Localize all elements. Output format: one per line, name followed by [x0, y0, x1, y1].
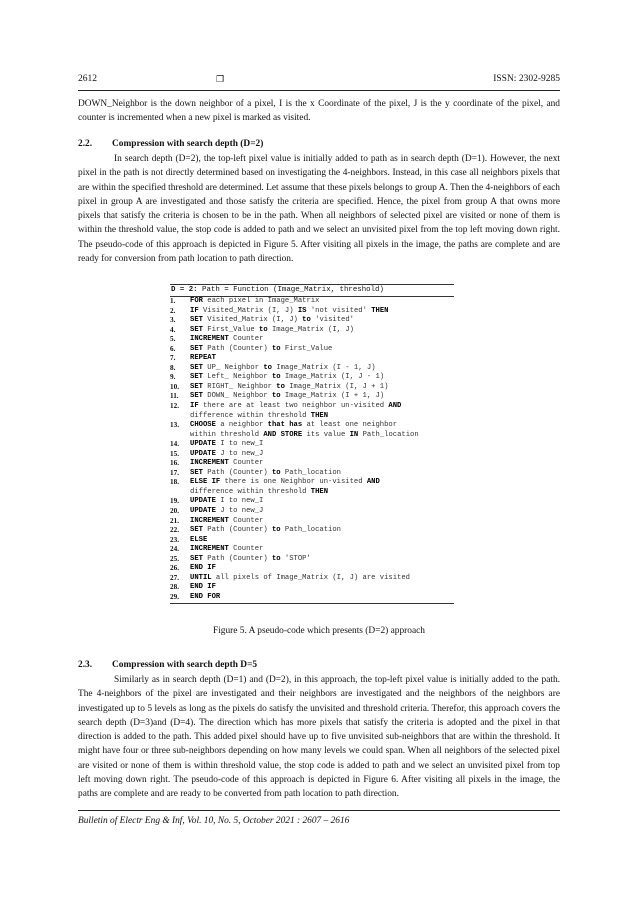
- code-text: UPDATE I to new_I: [190, 497, 264, 506]
- code-text: ELSE: [190, 535, 208, 544]
- intro-paragraph: DOWN_Neighbor is the down neighbor of a pixel, I is the x Coordinate of the pixel, J is the y coordinate of the pixel, and counter is incremented when a new pixel is marked as visited.: [78, 99, 560, 124]
- line-number: 25.: [170, 554, 179, 563]
- code-text: SET Visited_Matrix (I, J) to 'visited': [190, 316, 354, 325]
- code-line: [170, 583, 454, 593]
- section-2-3-body: Similarly as in search depth (D=1) and (D=2), in this approach, the top-left pixel value is initially added to the path. The 4-neighbors of the pixel are investigated and their neighbors are investigated and the neighbors of the neighbors are investigated up to 5 levels as long as the pixels do satisfy the unvisited and threshold criteria. Therefor, this approach covers the search depth (D=3)and (D=4). The direction which has more pixels that satisfy the criteria is adopted and the pixel in that direction is added to the path. This added pixel should have up to five unvisited sub-neighbors that are within the threshold. It might have four or three sub-neighbors depending on how many levels we could span. When all neighbors of the selected pixel are visited or none of them is within threshold value, the stop code is added to path and we select an unvisited pixel from top left moving down right. The pseudo-code of this approach is depicted in Figure 6. After visiting all pixels in the image, the paths are complete and are ready to be converted from path location to path direction.: [78, 675, 560, 800]
- line-number: [170, 412, 190, 422]
- line-number: 14.: [170, 440, 179, 449]
- algorithm-title-bold: D = 2:: [171, 286, 198, 294]
- code-text: SET UP_ Neighbor to Image_Matrix (I - 1, J): [190, 363, 376, 372]
- line-number: 2.: [170, 306, 176, 315]
- line-number: 13.: [170, 421, 179, 430]
- code-text: END IF: [190, 564, 216, 573]
- code-text: INCREMENT Counter: [190, 545, 264, 554]
- line-number: 28.: [170, 583, 179, 592]
- code-line: [170, 335, 454, 345]
- code-line: [170, 545, 454, 555]
- line-number: [170, 431, 190, 441]
- code-text: END IF: [190, 583, 216, 592]
- page-number: 2612: [78, 74, 97, 84]
- line-number: 8.: [170, 363, 176, 372]
- code-line: [170, 307, 454, 317]
- code-line: [170, 517, 454, 527]
- line-number: 20.: [170, 507, 179, 516]
- code-line: [170, 497, 454, 507]
- line-number: 26.: [170, 564, 179, 573]
- line-number: 22.: [170, 526, 179, 535]
- code-line: [170, 345, 454, 355]
- page-footer: Bulletin of Electr Eng & Inf, Vol. 10, No. 5, October 2021 : 2607 – 2616: [78, 816, 350, 826]
- line-number: 4.: [170, 325, 176, 334]
- code-text: SET Left_ Neighbor to Image_Matrix (I, J - 1): [190, 373, 385, 382]
- header-rule: [78, 90, 560, 91]
- code-text: REPEAT: [190, 354, 216, 363]
- code-text: INCREMENT Counter: [190, 516, 264, 525]
- code-lines: [170, 297, 454, 603]
- code-text: UPDATE J to new_J: [190, 507, 264, 516]
- section-2-2-heading: [78, 139, 263, 149]
- issn-label: ISSN: 2302-9285: [493, 74, 560, 84]
- section-number: 2.3.: [78, 660, 93, 670]
- code-line: [170, 555, 454, 565]
- line-number: 27.: [170, 573, 179, 582]
- line-number: 9.: [170, 373, 176, 382]
- code-text: SET Path (Counter) to First_Value: [190, 344, 333, 353]
- code-text: FOR each pixel in Image_Matrix: [190, 297, 320, 305]
- code-line: [170, 326, 454, 336]
- code-line: [170, 383, 454, 393]
- code-text: CHOOSE a neighbor that has at least one neighbor: [190, 421, 398, 430]
- code-line: [170, 459, 454, 469]
- code-line: [170, 536, 454, 546]
- code-line: [170, 593, 454, 603]
- line-number: 29.: [170, 592, 179, 601]
- code-text: INCREMENT Counter: [190, 335, 264, 344]
- code-line: [170, 507, 454, 517]
- code-line: [170, 450, 454, 460]
- code-text: SET Path (Counter) to 'STOP': [190, 554, 311, 563]
- line-number: 15.: [170, 449, 179, 458]
- code-line: [170, 431, 454, 441]
- line-number: 6.: [170, 344, 176, 353]
- line-number: 5.: [170, 335, 176, 344]
- code-text: UPDATE J to new_J: [190, 449, 264, 458]
- footer-rule: [78, 810, 560, 811]
- code-line: [170, 373, 454, 383]
- line-number: 10.: [170, 382, 179, 391]
- code-text: UNTIL all pixels of Image_Matrix (I, J) are visited: [190, 573, 410, 582]
- code-bottom-rule: [170, 603, 454, 604]
- section-2-3-heading: [78, 660, 257, 670]
- code-text: difference within threshold THEN: [190, 487, 329, 496]
- line-number: 19.: [170, 497, 179, 506]
- code-text: difference within threshold THEN: [190, 411, 329, 420]
- code-text: SET Path (Counter) to Path_location: [190, 526, 341, 535]
- code-text: SET Path (Counter) to Path_location: [190, 468, 341, 477]
- code-text: SET RIGHT_ Neighbor to Image_Matrix (I, J + 1): [190, 382, 389, 391]
- code-line: [170, 297, 454, 307]
- code-line: [170, 421, 454, 431]
- line-number: 7.: [170, 354, 176, 363]
- line-number: 18.: [170, 478, 179, 487]
- code-text: ELSE IF there is one Neighbor un-visited AND: [190, 478, 380, 487]
- code-line: [170, 412, 454, 422]
- code-line: [170, 574, 454, 584]
- code-line: [170, 478, 454, 488]
- section-number: 2.2.: [78, 139, 93, 149]
- code-text: SET DOWN_ Neighbor to Image_Matrix (I + 1, J): [190, 392, 385, 401]
- line-number: 17.: [170, 468, 179, 477]
- line-number: 1.: [170, 297, 176, 305]
- section-title: Compression with search depth D=5: [112, 660, 258, 670]
- code-text: END FOR: [190, 592, 221, 601]
- line-number: 16.: [170, 459, 179, 468]
- code-line: [170, 354, 454, 364]
- code-line: [170, 392, 454, 402]
- code-line: [170, 564, 454, 574]
- code-line: [170, 526, 454, 536]
- line-number: 3.: [170, 316, 176, 325]
- line-number: 23.: [170, 535, 179, 544]
- code-text: IF there are at least two neighbor un-visited AND: [190, 402, 402, 411]
- code-text: UPDATE I to new_I: [190, 440, 264, 449]
- code-line: [170, 469, 454, 479]
- box-icon: ❐: [216, 74, 225, 84]
- code-text: within threshold AND STORE its value IN Path_location: [190, 430, 419, 439]
- algorithm-title-rest: Path = Function (Image_Matrix, threshold): [197, 286, 384, 294]
- algorithm-title: [170, 285, 454, 296]
- line-number: 12.: [170, 402, 179, 411]
- code-line: [170, 364, 454, 374]
- line-number: [170, 488, 190, 498]
- code-line: [170, 488, 454, 498]
- code-text: IF Visited_Matrix (I, J) IS 'not visited' THEN: [190, 306, 389, 315]
- section-title: Compression with search depth (D=2): [112, 139, 264, 149]
- code-text: SET First_Value to Image_Matrix (I, J): [190, 325, 354, 334]
- code-line: [170, 316, 454, 326]
- code-line: [170, 440, 454, 450]
- pseudo-code-figure: [170, 284, 454, 604]
- figure-caption: Figure 5. A pseudo-code which presents (D=2) approach: [212, 626, 425, 636]
- code-line: [170, 402, 454, 412]
- page-header: [78, 74, 560, 88]
- code-text: INCREMENT Counter: [190, 459, 264, 468]
- line-number: 24.: [170, 545, 179, 554]
- line-number: 21.: [170, 516, 179, 525]
- line-number: 11.: [170, 392, 179, 401]
- section-2-2-body: In search depth (D=2), the top-left pixel value is initially added to path as in search depth (D=1). However, the next pixel in the path is not directly determined based on investigating the 4-neighbors. Instead, in this case all neighbors pixels that are within the specified threshold are determined. Let assume that these pixels belongs to group A. Then the 4-neighbors of each pixel in group A are investigated and those satisfy the criteria are specified. Hence, the pixel from group A that owns more pixels that satisfy the criteria is chosen to be in the path. When all neighbors of selected pixel are visited or none of them is within the threshold value, the stop code is added to path and we select an unvisited pixel from the top left moving down right. The pseudo-code of this approach is depicted in Figure 5. After visiting all pixels in the image, the paths are complete and are ready for conversion from path location to path direction.: [78, 154, 560, 265]
